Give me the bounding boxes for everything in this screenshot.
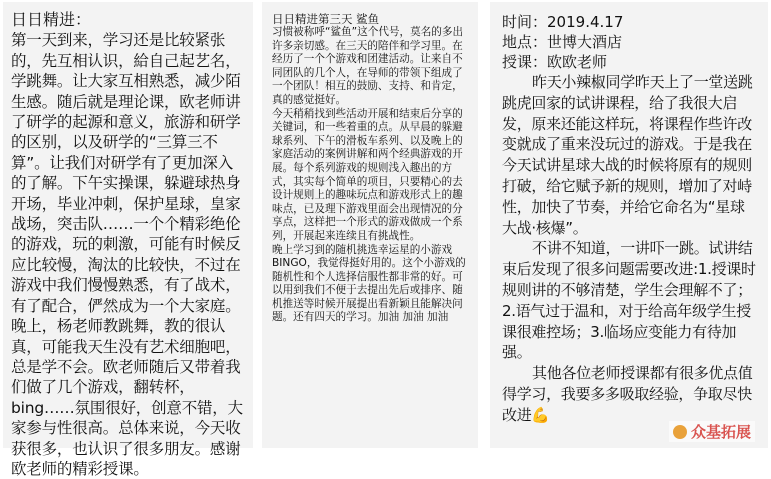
teacher-value: 欧欧老师	[547, 53, 608, 71]
place-line	[502, 32, 758, 52]
note-panel-lesson	[490, 2, 768, 448]
note-paragraph: 晚上学习到的随机挑选幸运星的小游戏BINGO，我觉得挺好用的。这个小游戏的随机性和个人选择信服性都非常的好。可以用到我们不便于去提出先后或排序、随机推送等时候开展提出看新颖且能解决问题。还有四天的学习。加油 加油 加油	[272, 243, 466, 324]
note-paragraph: 昨天小辣椒同学昨天上了一堂送跳跳虎回家的试讲课程，给了我很大启发，原来还能这样玩，将课程作些许改变就成了重来没玩过的游戏。于是我在今天试讲星球大战的时候将原有的规则打破，给它赋予新的规则，增加了对峙性，加快了节奏，并给它命名为“星球大战·核爆”。	[502, 73, 753, 237]
teacher-label: 授课：	[502, 53, 548, 71]
note-paragraph: 今天稍稍找到些活动开展和结束后分享的关键词，和一些着重的点。从早晨的躲避球系列、下午的滑板车系列、以及晚上的家庭活动的案例讲解和两个经典游戏的开展。每个系列游戏的规则浅入趣出的方式，其实每个简单的项目，只要精心的去设计规则上的趣味玩点和游戏形式上的趣味点，已及理下游戏里面会出现情况的分享点，这样把一个形式的游戏做成一个系列，开展起来连续且有挑战性。	[272, 107, 463, 242]
note-paragraph: 习惯被称呼“鲨鱼”这个代号，莫名的多出许多亲切感。在三天的陪伴和学习里。在经历了一个个游戏和团建活动。让来自不同团队的几个人，在导师的带领下组成了一个团队！相互的鼓励、支持、和肯定，真的感觉挺好。	[272, 26, 464, 106]
brand-logo-icon	[673, 425, 687, 439]
note-paragraph: 其他各位老师授课都有很多优点值得学习，我要多多吸取经验，争取尽快改进💪	[502, 364, 753, 424]
place-value: 世博大酒店	[547, 33, 623, 51]
teacher-line	[502, 52, 758, 72]
place-label: 地点：	[502, 33, 548, 51]
time-line	[502, 12, 758, 32]
note-panel-day3	[262, 2, 478, 448]
note-title: 日日精进第三天 鲨鱼	[272, 12, 380, 26]
note-title: 日日精进：	[11, 10, 92, 29]
watermark-text: 众基拓展	[690, 423, 751, 441]
note-panel-day1	[3, 2, 253, 478]
time-value: 2019.4.17	[547, 13, 624, 31]
flexed-biceps-icon: 💪	[531, 405, 550, 424]
time-label: 时间：	[502, 13, 548, 31]
note-paragraph: 不讲不知道，一讲吓一跳。试讲结束后发现了很多问题需要改进:1.授课时规则讲的不够清楚，学生会理解不了；2.语气过于温和，对于给高年级学生授课很难控场；3.临场应变能力有待加强。	[502, 239, 756, 362]
brand-watermark	[669, 421, 755, 442]
note-body: 第一天到来，学习还是比较紧张的，先互相认识，給自己起艺名，学跳舞。让大家互相熟悉，减少陌生感。随后就是理论课，欧老师讲了研学的起源和意义，旅游和研学的区别，以及研学的“三算三不算”。让我们对研学有了更加深入的了解。下午实操课，躲避球热身开场，毕业冲刺，保护星球，皇家战场，突击队……一个个精彩绝伦的游戏，玩的刺激，可能有时候反应比较慢，淘汰的比较快，不过在游戏中我们慢慢熟悉，有了战术，有了配合，俨然成为一个大家庭。晚上，杨老师教跳舞，教的很认真，可能我天生没有艺术细胞吧，总是学不会。欧老师随后又带着我们做了几个游戏，翻转杯，bing……氛围很好，创意不错，大家参与性很高。总体来说，今天收获很多，也认识了很多朋友。感谢欧老师的精彩授课。	[11, 31, 243, 478]
